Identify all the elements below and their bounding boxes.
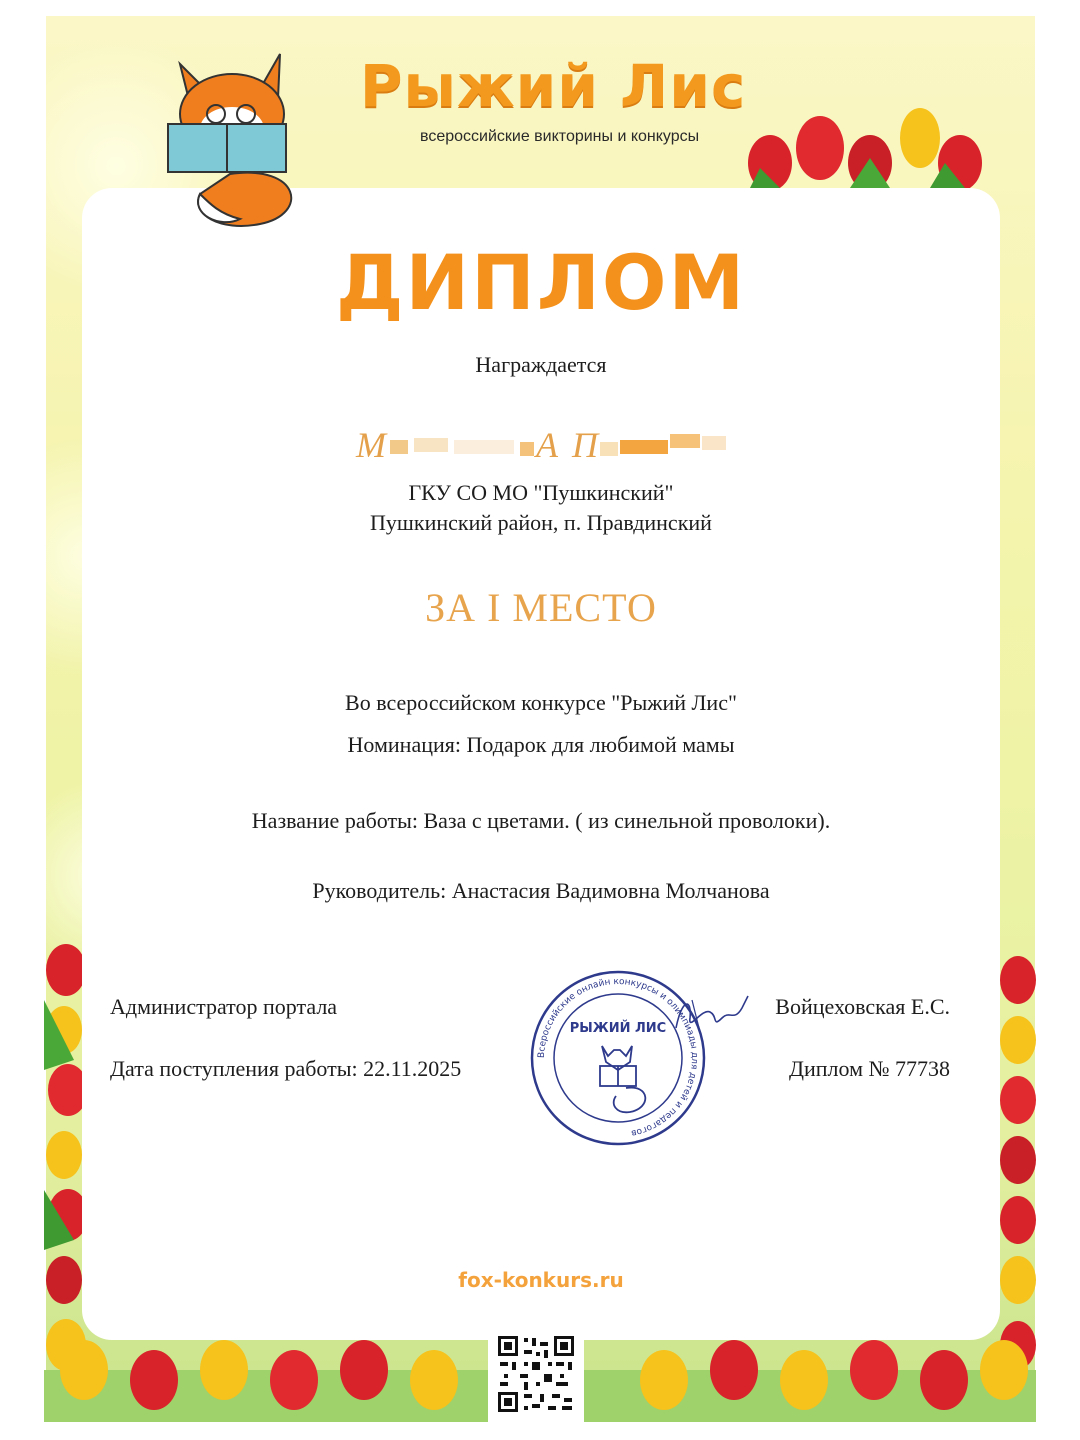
brand-title: Рыжий Лис — [360, 52, 747, 120]
diploma-title: ДИПЛОМ — [335, 238, 747, 327]
stamp-center-text: РЫЖИЙ ЛИС — [569, 1021, 667, 1036]
redacted-block — [414, 438, 448, 452]
work-title-line: Название работы: Ваза с цветами. ( из синельной проволоки). — [251, 808, 831, 833]
redacted-block — [390, 440, 408, 454]
signature-icon — [672, 988, 752, 1038]
nomination-line: Номинация: Подарок для любимой мамы — [347, 732, 735, 757]
qr-code-icon — [488, 1326, 584, 1422]
redacted-block — [620, 440, 668, 454]
redacted-block — [454, 440, 514, 454]
redacted-block — [702, 436, 726, 450]
stamp-ring-text: Всероссийские онлайн конкурсы и олимпиады для детей и педагогов — [536, 976, 700, 1138]
website-link[interactable]: fox-konkurs.ru — [458, 1268, 624, 1292]
admin-label: Администратор портала — [110, 994, 338, 1019]
recipient-initial: М — [356, 425, 386, 465]
tulips-top-icon — [730, 108, 1000, 188]
redacted-block — [600, 442, 618, 456]
diploma-number: Диплом № 77738 — [788, 1056, 950, 1081]
redacted-block — [670, 434, 700, 448]
organization-line-1: ГКУ СО МО "Пушкинский" — [408, 480, 674, 505]
supervisor-line: Руководитель: Анастасия Вадимовна Молчанова — [312, 878, 770, 903]
brand-tagline: всероссийские викторины и конкурсы — [420, 128, 700, 145]
fox-reading-icon — [160, 44, 310, 234]
recipient-initial: А — [536, 425, 558, 465]
organization-line-2: Пушкинский район, п. Правдинский — [370, 510, 712, 535]
recipient-name — [350, 424, 750, 464]
redacted-block — [520, 442, 534, 456]
awarded-label: Награждается — [475, 352, 607, 377]
contest-line: Во всероссийском конкурсе "Рыжий Лис" — [345, 690, 737, 715]
date-line: Дата поступления работы: 22.11.2025 — [110, 1056, 462, 1081]
recipient-initial: П — [572, 425, 598, 465]
award-place: ЗА I МЕСТО — [425, 585, 657, 630]
admin-name: Войцеховская Е.С. — [775, 994, 950, 1019]
